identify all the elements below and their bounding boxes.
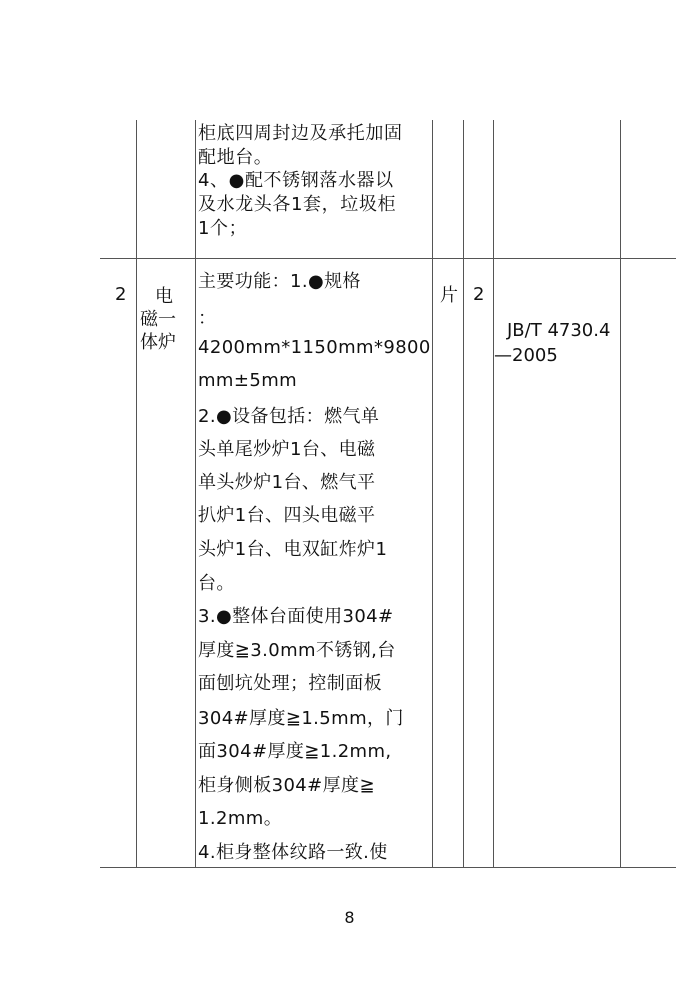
spec-line: 主要功能：1.●规格 [198,271,361,292]
spec-line: 配地台。 [198,147,273,168]
table-column-divider [195,120,196,868]
row-index: 2 [115,284,127,305]
table-column-divider [463,120,464,868]
unit-cell: 片 [440,285,458,306]
spec-line: 1个； [198,218,248,239]
quantity-cell: 2 [473,284,485,305]
table-border-left [136,120,137,868]
standard-line: JB/T 4730.4 [507,320,611,341]
spec-line: ： [198,308,217,329]
table-column-divider [493,120,494,868]
table-bottom-border [100,867,676,868]
item-name-line: 体炉 [140,332,176,353]
spec-line: 304#厚度≧1.5mm，门 [198,708,404,729]
spec-line: 3.●整体台面使用304# [198,606,394,627]
spec-line: 单头炒炉1台、燃气平 [198,472,376,493]
spec-line: 2.●设备包括：燃气单 [198,406,380,427]
page-number: 8 [344,908,355,927]
spec-line: 及水龙头各1套，垃圾柜 [198,194,397,215]
spec-line: 1.2mm。 [198,808,283,829]
spec-line: 台。 [198,573,235,594]
table-column-divider [432,120,433,868]
spec-line: 4200mm*1150mm*9800 [198,337,431,358]
spec-line: 扒炉1台、四头电磁平 [198,505,376,526]
spec-line: 厚度≧3.0mm不锈钢,台 [198,640,396,661]
item-name-line: 磁一 [140,309,176,330]
spec-line: 4.柜身整体纹路一致.使 [198,842,388,863]
table-column-divider [620,120,621,868]
spec-line: 4、●配不锈钢落水器以 [198,170,394,191]
standard-line: —2005 [494,345,558,366]
spec-line: 柜底四周封边及承托加固 [198,123,403,144]
spec-line: 面刨坑处理；控制面板 [198,673,382,694]
spec-line: 柜身侧板304#厚度≧ [198,775,375,796]
spec-line: 头单尾炒炉1台、电磁 [198,439,376,460]
spec-line: 头炉1台、电双缸炸炉1 [198,539,388,560]
spec-line: 面304#厚度≧1.2mm, [198,741,392,762]
item-name-line: 电 [155,286,173,307]
table-row-divider [100,258,676,259]
spec-line: mm±5mm [198,370,298,391]
